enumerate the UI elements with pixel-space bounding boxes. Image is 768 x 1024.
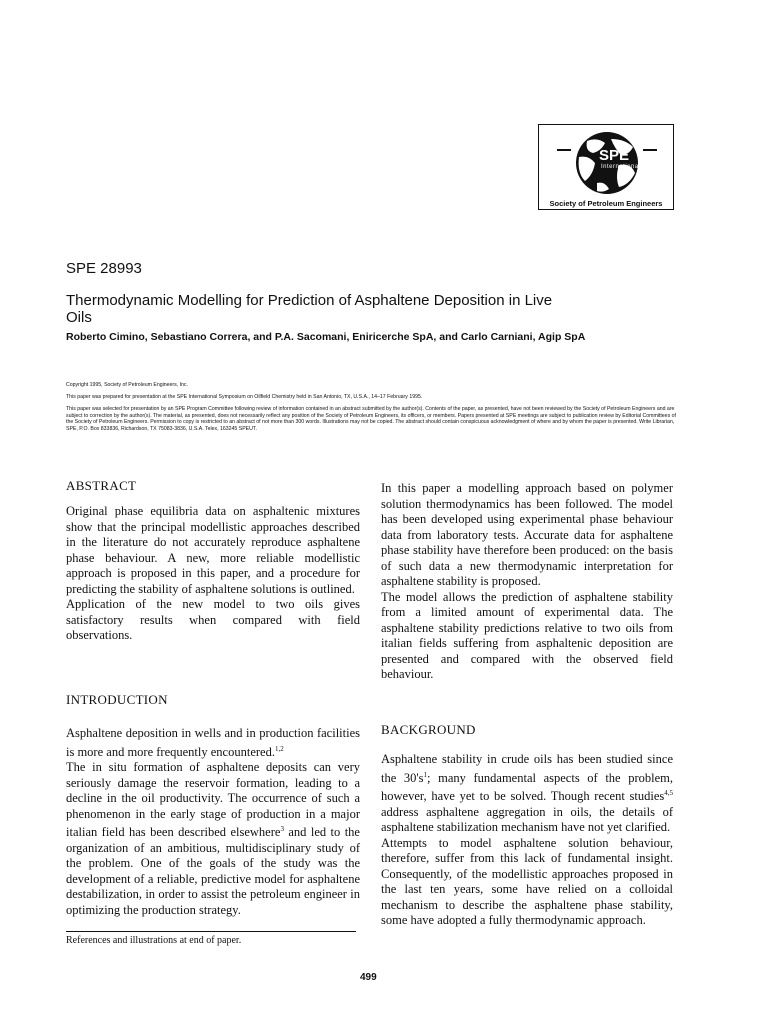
background-heading: BACKGROUND [381, 722, 476, 737]
logo-sub: International [601, 164, 641, 170]
text-span: ; many fundamental aspects of the problem, however, have yet to be solved. Though recent studies [381, 770, 674, 804]
reference-mark: 1,2 [274, 744, 284, 753]
reference-mark: 3 [280, 825, 284, 834]
text-span: and led to the organization of an ambitious, multidisciplinary study of the problem. One of the goals of the study was the development of a reliable, predictive model for asphaltene destabilization, in order to assist the petroleum engineer in optimizing the production strategy. [66, 825, 360, 917]
body-paragraph: The model allows the prediction of asphaltene stability from a limited amount of experimental data. The asphaltene stability predictions relative to two oils from italian fields suffering from asphaltenic deposition are presented and compared with the observed field behaviour. [381, 589, 673, 681]
right-column-intro [381, 481, 673, 683]
introduction-heading: INTRODUCTION [66, 692, 168, 707]
body-paragraph: Attempts to model asphaltene solution behaviour, therefore, suffer from this lack of fundamental insight. Consequently, of the modellistic approaches proposed in the last ten years, some have relied on a colloidal mechanism to describe the asphaltene phase stability, some have adopted a fully thermodynamic approach. [381, 835, 673, 928]
paper-title: Thermodynamic Modelling for Prediction of Asphaltene Deposition in Live Oils [66, 292, 553, 326]
footnote-divider [66, 931, 356, 932]
body-paragraph [66, 726, 360, 760]
abstract-heading: ABSTRACT [66, 478, 137, 493]
text-span: Asphaltene deposition in wells and in production facilities is more and more frequently encountered. [66, 726, 360, 759]
introduction-body [66, 726, 360, 918]
reference-mark: 1 [423, 770, 428, 779]
body-paragraph [381, 752, 673, 836]
background-body [381, 752, 673, 929]
text-span: address asphaltene aggregation in oils, the details of asphaltene stabilization mechanism have not yet clarified. [381, 804, 673, 835]
text-span: Asphaltene stability in crude oils has been studied since the 30's [381, 752, 673, 785]
paper-number: SPE 28993 [66, 260, 142, 277]
body-paragraph [66, 760, 360, 918]
abstract-paragraph: Application of the new model to two oils gives satisfactory results when compared with field observations. [66, 597, 360, 642]
footnote: References and illustrations at end of paper. [66, 935, 242, 946]
copyright-notice: Copyright 1995, Society of Petroleum Engineers, Inc. [66, 382, 188, 388]
abstract-paragraph: Original phase equilibria data on asphaltenic mixtures show that the principal modellistic approaches described in the literature do not accurately reproduce asphaltene phase behaviour. A new, more reliable modellistic approach is proposed in this paper, and a procedure for predicting the stability of asphaltene solutions is outlined. [66, 504, 360, 596]
reference-mark: 4,5 [664, 789, 673, 798]
abstract-body [66, 504, 360, 644]
page-number: 499 [360, 972, 377, 983]
authors: Roberto Cimino, Sebastiano Correra, and P.A. Sacomani, Eniricerche SpA, and Carlo Carniani, Agip SpA [66, 331, 586, 343]
logo-caption: Society of Petroleum Engineers [549, 199, 663, 208]
presentation-notice: This paper was prepared for presentation at the SPE International Symposium on Oilfield Chemistry held in San Antonio, TX, U.S.A., 14–17 February 1995. [66, 394, 423, 400]
spe-logo [538, 124, 674, 210]
text-span: The in situ formation of asphaltene deposits can very seriously damage the reservoir formation, leading to a decline in the oil productivity. The occurrence of such a phenomenon in the early stage of production in a major italian field has been described elsewhere [66, 760, 360, 840]
selection-notice: This paper was selected for presentation by an SPE Program Committee following review of information contained in an abstract submitted by the author(s). Contents of the paper, as presented, have not been reviewed by the Society of Petroleum Engineers and are subject to correction by the author(s). The material, as presented, does not necessarily reflect any position of the Society of Petroleum Engineers, its officers, or members. Papers presented at SPE meetings are subject to publication review by Editorial Committees of the Society of Petroleum Engineers. Permission to copy is restricted to an abstract of not more than 300 words. Illustrations may not be copied. The abstract should contain conspicuous acknowledgment of where and by whom the paper is presented. Write Librarian, SPE, P.O. Box 833836, Richardson, TX 75083-3836, U.S.A. Telex, 163245 SPEUT. [66, 406, 676, 432]
logo-brand: SPE [599, 147, 630, 164]
body-paragraph: In this paper a modelling approach based on polymer solution thermodynamics has been followed. The model has been developed using experimental phase behaviour data from laboratory tests. Accurate data for asphaltene phase stability have therefore been produced: on the basis of such data a new thermodynamic interpretation for asphaltene stability is proposed. [381, 481, 673, 588]
